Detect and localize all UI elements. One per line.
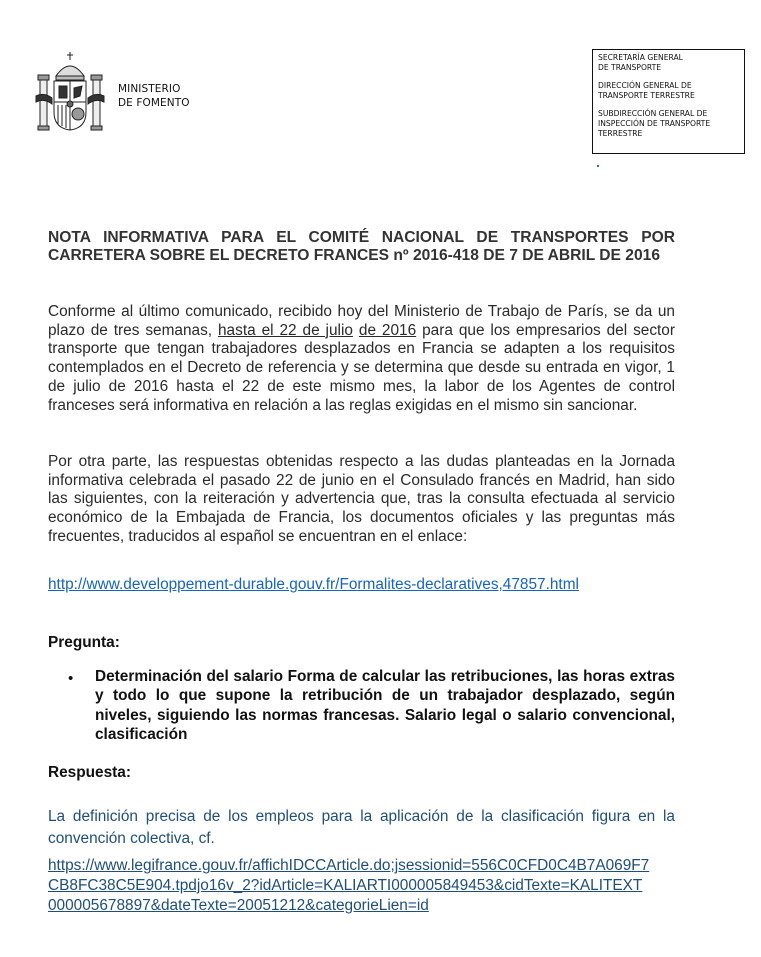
answer-label: Respuesta: (48, 764, 131, 781)
paragraph-1-text-rest: para que los empresarios del sector transporte que tengan trabajadores desplazados en Francia se adapten a los requisitos contemplados en el Decreto de referencia y se determina que desde su entrada en vigor, 1 de julio de 2016 hasta el 22 de este mismo mes, la labor de los Agentes de control franceses será informativa en relación a las reglas exigidas en el mismo sin sancionar. (48, 321, 675, 414)
legifrance-link[interactable] (48, 856, 688, 916)
legifrance-link-line-2[interactable]: CB8FC38C5E904.tpdjo16v_2?idArticle=KALIARTI000005849453&cidTexte=KALITEXT (48, 877, 643, 894)
year-underlined: de 2016 (358, 321, 417, 339)
org-line: TERRESTRE (598, 129, 643, 138)
paragraph-1 (48, 303, 675, 415)
bullet-icon: • (68, 670, 74, 687)
ministry-line-1: MINISTERIO (118, 83, 181, 95)
ministry-line-2: DE FOMENTO (118, 97, 190, 109)
stray-dot (597, 165, 599, 167)
org-line: DIRECCIÓN GENERAL DE (598, 81, 692, 90)
org-subdireccion (598, 109, 744, 139)
org-line: DE TRANSPORTE (598, 63, 662, 72)
legifrance-link-line-3[interactable]: 000005678897&dateTexte=20051212&categorieLien=id (48, 897, 429, 914)
org-box (592, 49, 745, 154)
paragraph-2: Por otra parte, las respuestas obtenidas respecto a las dudas planteadas en la Jornada informativa celebrada el pasado 22 de junio en el Consulado francés en Madrid, han sido las siguientes, con la reiteración y advertencia que, tras la consulta efectuada al servicio económico de la Embajada de Francia, los documentos oficiales y las preguntas más frecuentes, traducidos al español se encuentran en el enlace: (48, 453, 675, 545)
ministry-name (118, 82, 190, 110)
document-title: NOTA INFORMATIVA PARA EL COMITÉ NACIONAL DE TRANSPORTES POR CARRETERA SOBRE EL DECRETO FRANCES nº 2016-418 DE 7 DE ABRIL DE 2016 (48, 229, 675, 264)
paragraph-1-text: Conforme al último comunicado, recibido hoy del Ministerio de Trabajo de París, se da un plazo de tres semanas, (48, 303, 675, 339)
org-secretaria (598, 53, 744, 73)
legifrance-link-line-1[interactable]: https://www.legifrance.gouv.fr/affichIDCCArticle.do;jsessionid=556C0CFD0C4B7A069F7 (48, 857, 650, 874)
org-line: SECRETARÍA GENERAL (598, 53, 683, 62)
org-line: SUBDIRECCIÓN GENERAL DE (598, 109, 708, 118)
org-line: TRANSPORTE TERRESTRE (598, 91, 695, 100)
developpement-durable-link[interactable]: http://www.developpement-durable.gouv.fr/Formalites-declaratives,47857.html (48, 576, 579, 593)
deadline-underlined: hasta el 22 de julio (218, 321, 353, 339)
question-label: Pregunta: (48, 634, 120, 651)
question-text: Determinación del salario Forma de calcular las retribuciones, las horas extras y todo lo que supone la retribución de un trabajador desplazado, según niveles, siguiendo las normas francesas. Salario legal o salario convencional, clasificación (95, 668, 675, 743)
org-direccion (598, 81, 744, 101)
answer-text: La definición precisa de los empleos para la aplicación de la clasificación figura en la convención colectiva, cf. (48, 808, 675, 847)
spain-coat-of-arms-icon (34, 50, 106, 136)
org-line: INSPECCIÓN DE TRANSPORTE (598, 119, 711, 128)
